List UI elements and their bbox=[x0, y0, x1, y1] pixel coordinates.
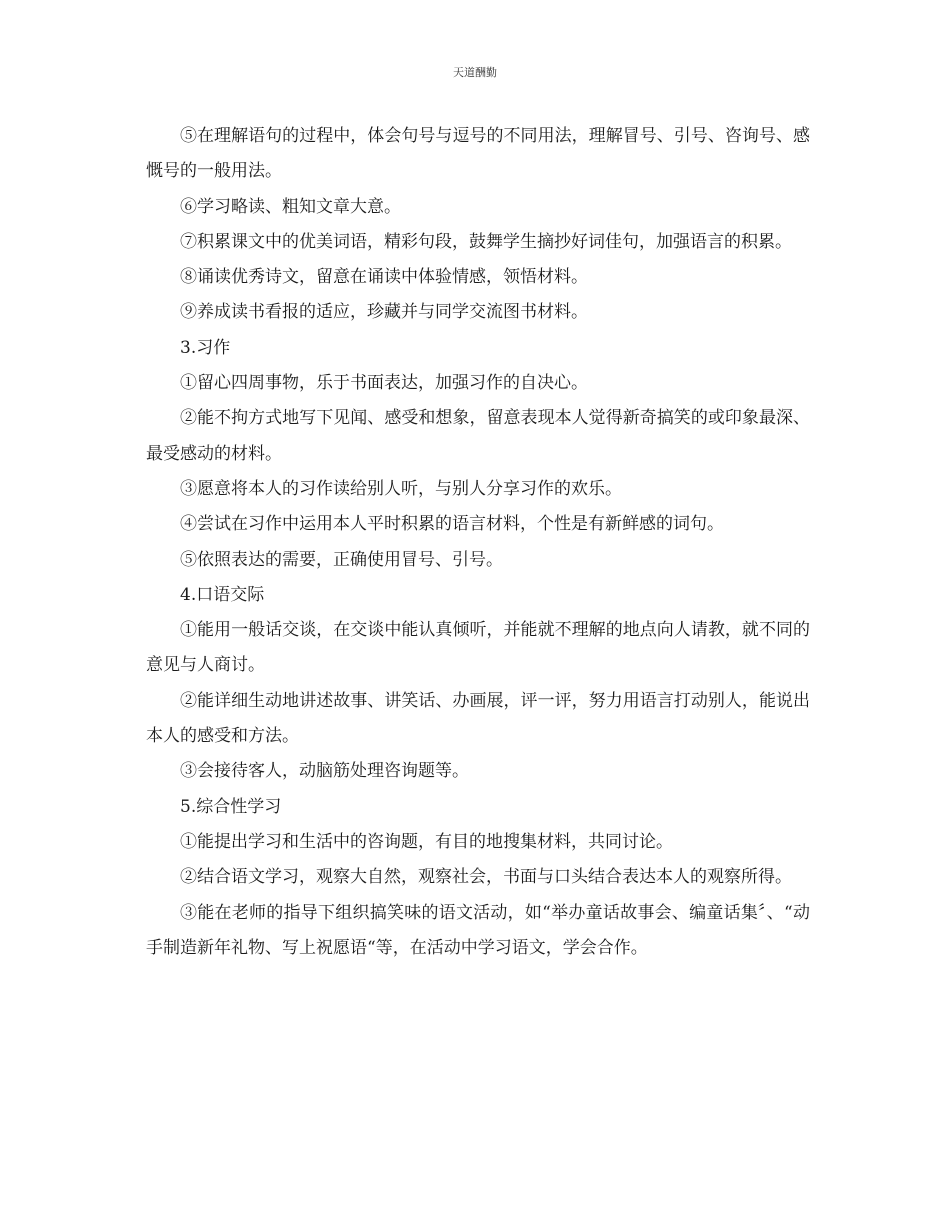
paragraph-accumulate-words: ⑦积累课文中的优美词语，精彩句段，鼓舞学生摘抄好词佳句，加强语言的积累。 bbox=[180, 231, 792, 252]
page-header: 天道酬勤 bbox=[453, 66, 497, 79]
section-heading-integrated: 5.综合性学习 bbox=[180, 796, 282, 817]
paragraph-organize-activities: ③能在老师的指导下组织搞笑味的语文活动，如“举办童话故事会、编童话集〞、“动手制造新年礼物、写上祝愿语“等，在活动中学习语文，学会合作。 bbox=[146, 902, 810, 958]
paragraph-share-writing: ③愿意将本人的习作读给别人听，与别人分享习作的欢乐。 bbox=[180, 478, 622, 499]
document-body bbox=[146, 119, 810, 966]
paragraph-recite-poems: ⑧诵读优秀诗文，留意在诵读中体验情感，领悟材料。 bbox=[180, 267, 588, 288]
paragraph-storytelling: ②能详细生动地讲述故事、讲笑话、办画展，评一评，努力用语言打动别人，能说出本人的感受和方法。 bbox=[146, 690, 810, 747]
paragraph-reading-habit: ⑨养成读书看报的适应，珍藏并与同学交流图书材料。 bbox=[180, 302, 588, 323]
paragraph-colon-quotes: ⑤依照表达的需要，正确使用冒号、引号。 bbox=[180, 549, 503, 570]
section-heading-writing: 3.习作 bbox=[180, 337, 231, 358]
paragraph-skim-reading: ⑥学习略读、粗知文章大意。 bbox=[180, 196, 401, 217]
paragraph-receive-guests: ③会接待客人，动脑筋处理咨询题等。 bbox=[180, 761, 469, 782]
section-heading-oral: 4.口语交际 bbox=[180, 584, 265, 605]
paragraph-ask-questions: ①能提出学习和生活中的咨询题，有目的地搜集材料，共同讨论。 bbox=[180, 831, 673, 852]
paragraph-punctuation: ⑤在理解语句的过程中，体会句号与逗号的不同用法，理解冒号、引号、咨询号、感慨号的一般用法。 bbox=[146, 126, 810, 182]
paragraph-observe-nature: ②结合语文学习，观察大自然，观察社会，书面与口头结合表达本人的观察所得。 bbox=[180, 867, 792, 888]
paragraph-observe-surroundings: ①留心四周事物，乐于书面表达，加强习作的自决心。 bbox=[180, 373, 588, 394]
paragraph-free-writing: ②能不拘方式地写下见闻、感受和想象，留意表现本人觉得新奇搞笑的或印象最深、最受感动的材料。 bbox=[146, 408, 810, 464]
paragraph-conversation: ①能用一般话交谈，在交谈中能认真倾听，并能就不理解的地点向人请教，就不同的意见与人商讨。 bbox=[146, 620, 810, 676]
paragraph-use-language: ④尝试在习作中运用本人平时积累的语言材料，个性是有新鲜感的词句。 bbox=[180, 514, 724, 535]
